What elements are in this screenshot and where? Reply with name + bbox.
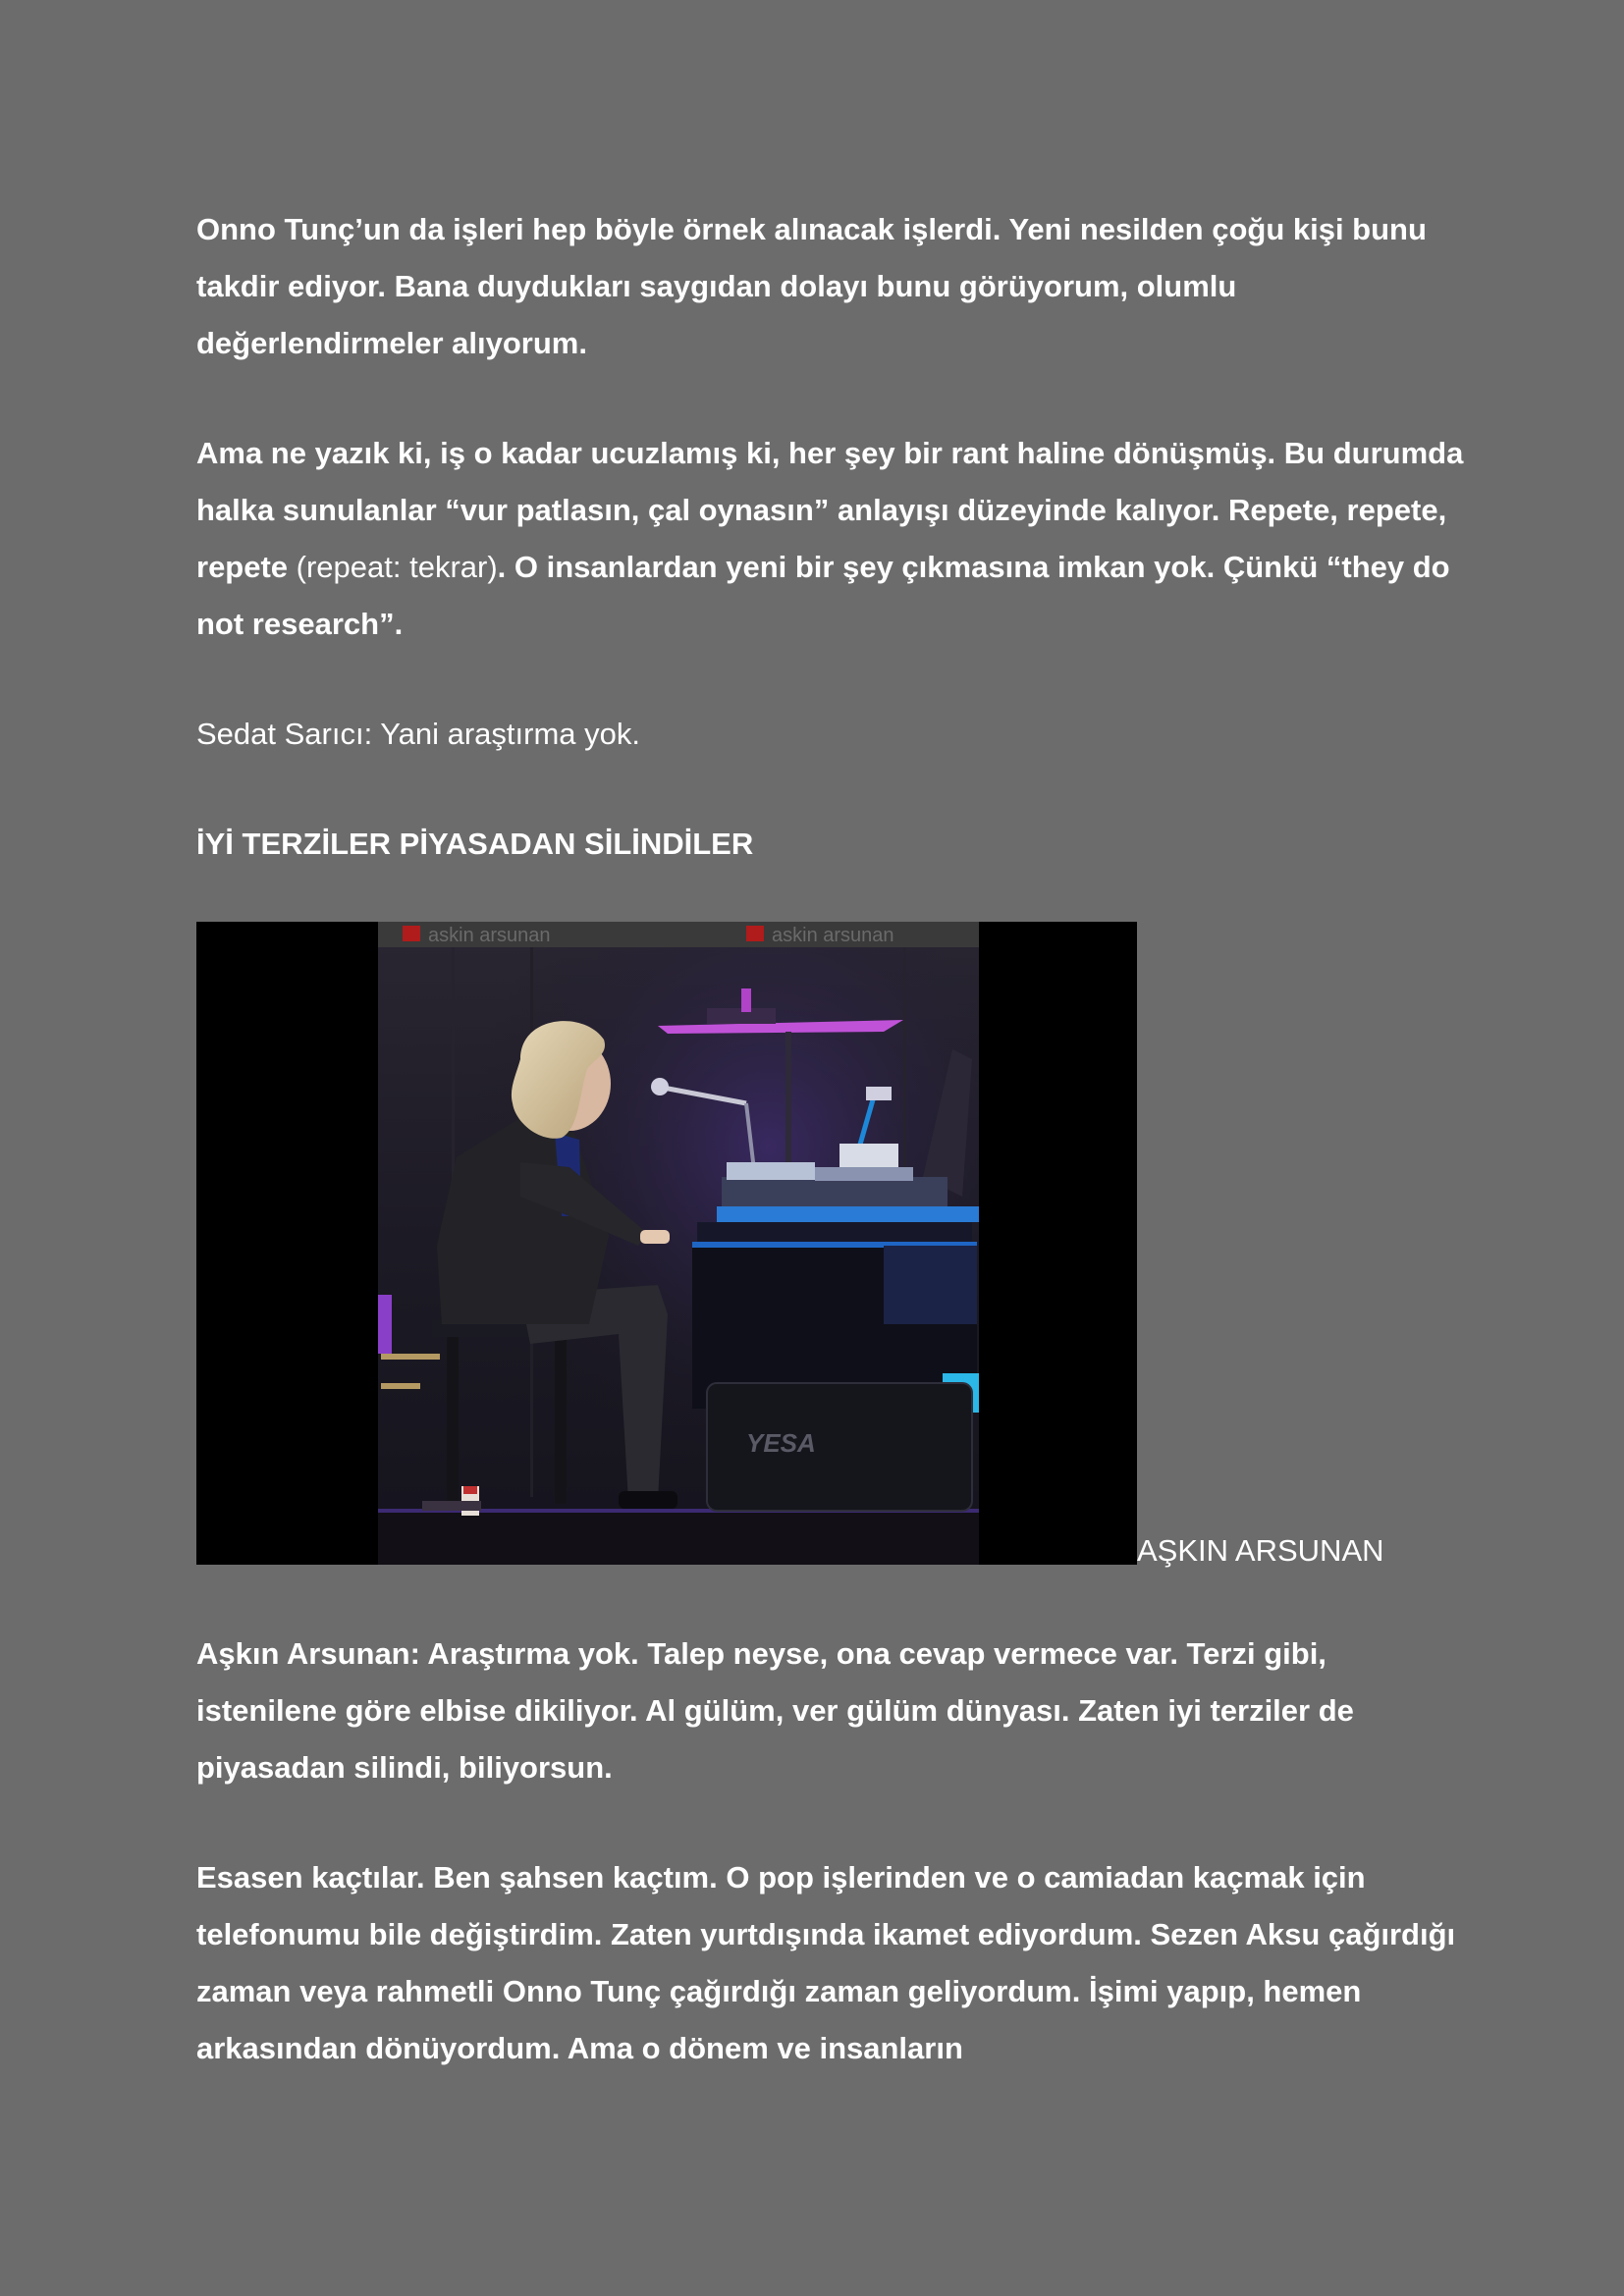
paragraph-gap <box>196 763 1473 816</box>
paragraph-gap <box>196 1796 1473 1849</box>
paragraph-onno-tunc: Onno Tunç’un da işleri hep böyle örnek alınacak işlerdi. Yeni nesilden çoğu kişi bunu takdir ediyor. Bana duydukları saygıdan dolayı bunu görüyorum, olumlu değerlendirmeler alıyorum. <box>196 212 1427 360</box>
paragraph-rant-part-2: (repeat: tekrar) <box>288 550 498 584</box>
concert-photo <box>196 922 1137 1565</box>
paragraph-rant <box>196 425 1473 653</box>
paragraph-gap <box>196 1565 1473 1626</box>
watermark-right: askin arsunan <box>772 925 894 946</box>
watermark-left: askin arsunan <box>428 925 551 946</box>
paragraph-esasen: Esasen kaçtılar. Ben şahsen kaçtım. O pop işlerinden ve o camiadan kaçmak için telefonumu bile değiştirdim. Zaten yurtdışında ikamet ediyordum. Sezen Aksu çağırdığı zaman veya rahmetli Onno Tunç çağırdığı zaman geliyordum. İşimi yapıp, hemen arkasından dönüyordum. Ama o dönem ve insanların <box>196 1860 1456 2065</box>
paragraph-askin-arsunan: Aşkın Arsunan: Araştırma yok. Talep neyse, ona cevap vermece var. Terzi gibi, istenilene göre elbise dikiliyor. Al gülüm, ver gülüm dünyası. Zaten iyi terziler de piyasadan silindi, biliyorsun. <box>196 1636 1354 1785</box>
section-heading: İYİ TERZİLER PİYASADAN SİLİNDİLER <box>196 827 754 861</box>
paragraph-gap <box>196 372 1473 425</box>
paragraph-sedat-sarici: Sedat Sarıcı: Yani araştırma yok. <box>196 717 640 751</box>
photo-row <box>196 922 1473 1568</box>
photo-caption: AŞKIN ARSUNAN <box>1137 1533 1384 1568</box>
document-page <box>196 201 1473 2077</box>
speaker-brand: YESA <box>746 1428 816 1458</box>
paragraph-gap <box>196 653 1473 706</box>
paragraph-rant-part-1: Ama ne yazık ki, iş o kadar ucuzlamış ki, her şey bir rant haline dönüşmüş. Bu durumda halka sunulanlar “vur patlasın, çal oynasın” anlayışı düzeyinde kalıyor. Repete, repete, repete <box>196 436 1464 584</box>
paragraph-rant-part-3: . O insanlardan yeni bir şey çıkmasına imkan yok. Çünkü “they do not research”. <box>196 550 1450 641</box>
pianist-illustration <box>196 922 1137 1565</box>
